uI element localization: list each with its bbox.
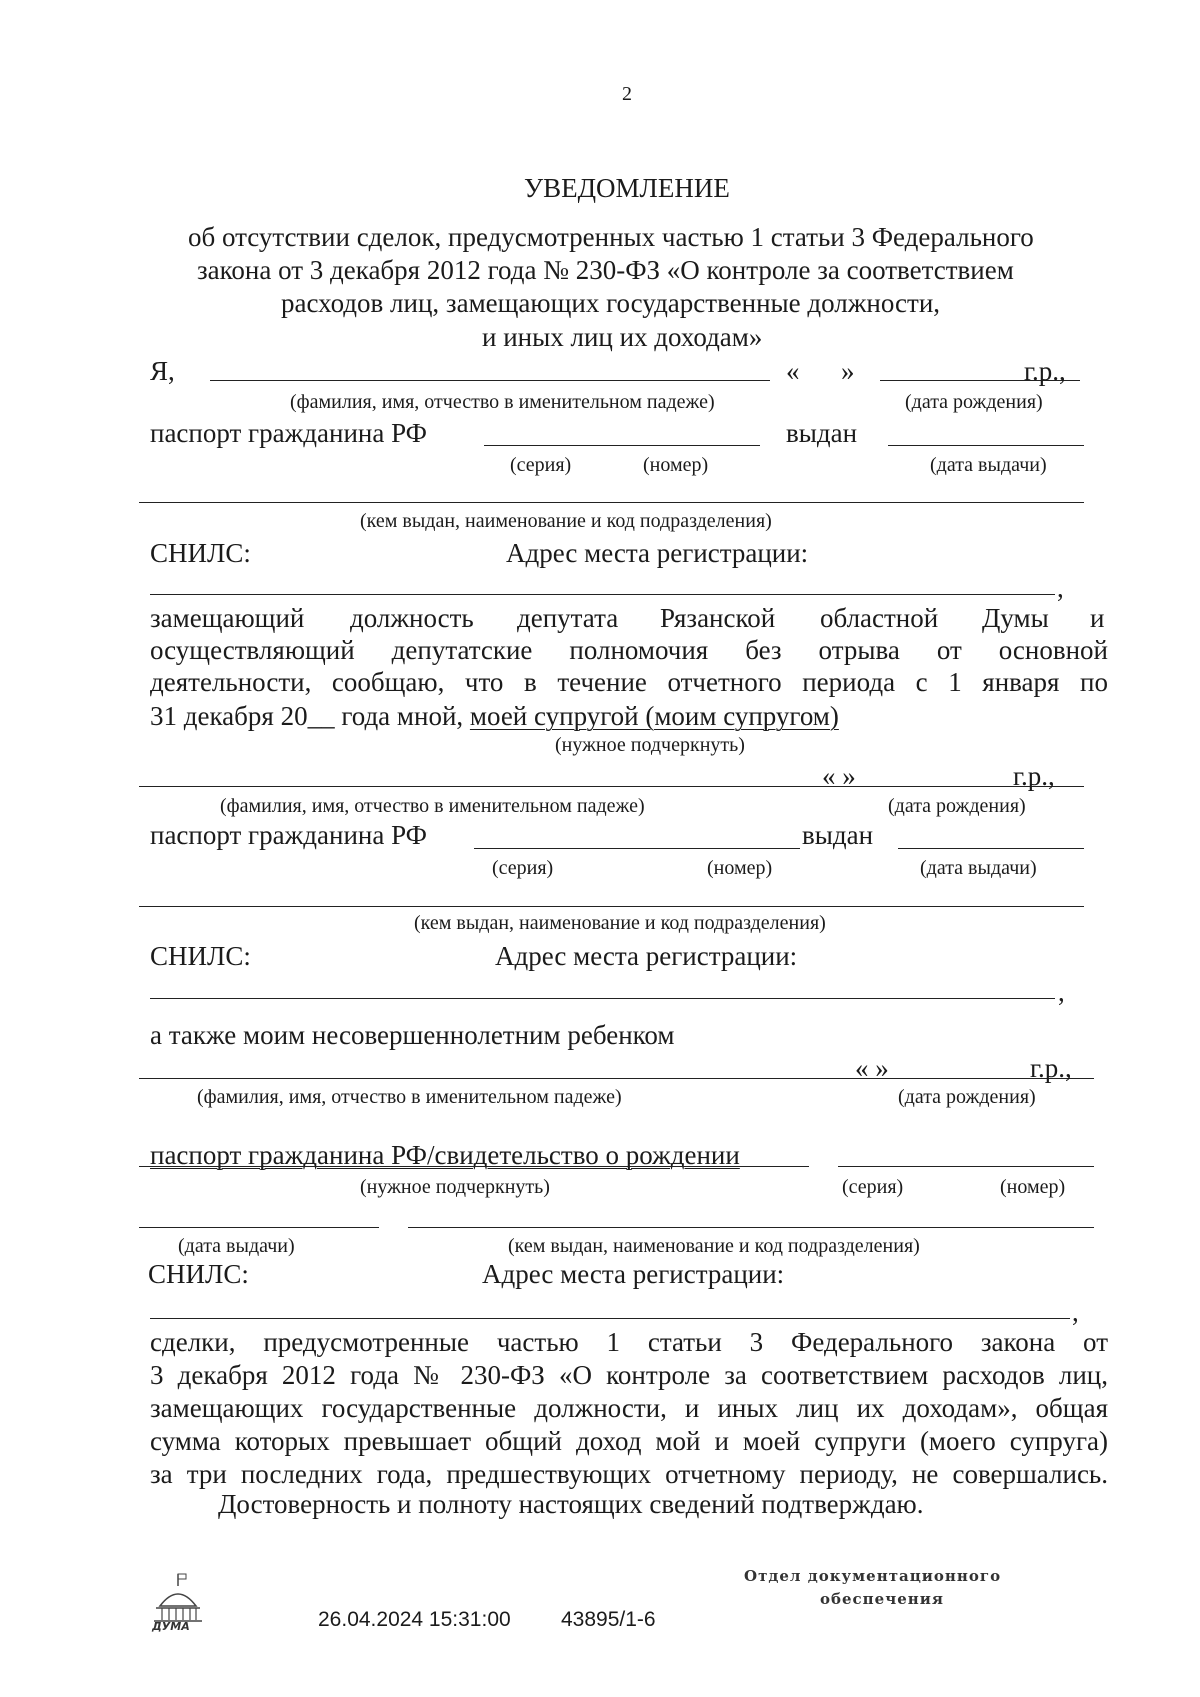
snils-label: СНИЛС:	[150, 538, 251, 568]
issued-by-caption: (кем выдан, наименование и код подразделения)	[360, 510, 772, 532]
issue-date-line	[139, 1227, 379, 1228]
subtitle-line: и иных лиц их доходам»	[482, 322, 763, 352]
gr-label: г.р.,	[1013, 761, 1055, 791]
subtitle-line: об отсутствии сделок, предусмотренных частью 1 статьи 3 Федерального	[188, 222, 1034, 252]
comma: ,	[1058, 977, 1065, 1007]
address-label: Адрес места регистрации:	[506, 538, 809, 568]
comma: ,	[1057, 573, 1064, 603]
body-line: деятельности, сообщаю, что в течение отчетного периода с 1 января по	[150, 667, 1108, 697]
underline-caption: (нужное подчеркнуть)	[555, 734, 745, 756]
confirm-line: Достоверность и полноту настоящих сведений подтверждаю.	[218, 1489, 924, 1519]
fio-caption: (фамилия, имя, отчество в именительном падеже)	[220, 795, 645, 817]
passport-label: паспорт гражданина РФ	[150, 418, 427, 448]
logo-text: ДУМА	[152, 1620, 190, 1633]
body-line: осуществляющий депутатские полномочия без отрыва от основной	[150, 635, 1108, 665]
issue-date-caption: (дата выдачи)	[930, 454, 1047, 476]
series-caption: (серия)	[492, 857, 554, 879]
body-word: Думы	[982, 603, 1049, 633]
spouse-underlined: моей супругой (моим супругом)	[469, 701, 839, 731]
issued-by-line	[408, 1227, 1094, 1228]
fio-line	[139, 786, 1084, 787]
timestamp: 26.04.2024 15:31:00	[318, 1608, 511, 1631]
subtitle-line: закона от 3 декабря 2012 года № 230-ФЗ «О контроле за соответствием	[197, 255, 1014, 285]
gr-label: г.р.,	[1030, 1053, 1072, 1083]
subtitle-line: расходов лиц, замещающих государственные должности,	[281, 288, 941, 318]
reg-number: 43895/1-6	[561, 1608, 656, 1631]
duma-logo-icon	[150, 1572, 206, 1636]
number-caption: (номер)	[643, 454, 709, 476]
quote-open: «	[786, 356, 800, 386]
address-label: Адрес места регистрации:	[495, 941, 798, 971]
address-line	[150, 998, 1055, 999]
body-word: замещающий	[150, 603, 305, 633]
dob-caption: (дата рождения)	[898, 1086, 1036, 1108]
comma: ,	[1072, 1297, 1079, 1327]
body-line: 31 декабря 20__ года мной, моей супругой (моим супругом)	[150, 701, 839, 731]
issue-date-caption: (дата выдачи)	[920, 857, 1037, 879]
body-word: Рязанской	[660, 603, 776, 633]
document-label: паспорт гражданина РФ/свидетельство о рождении	[150, 1140, 740, 1170]
issue-date-caption: (дата выдачи)	[178, 1235, 295, 1257]
issued-label: выдан	[802, 820, 874, 850]
issue-date-line	[898, 848, 1084, 849]
page-number: 2	[622, 83, 632, 105]
passport-line	[484, 445, 760, 446]
series-caption: (серия)	[842, 1176, 904, 1198]
quote-close: »	[841, 356, 855, 386]
document-title: УВЕДОМЛЕНИЕ	[524, 173, 730, 203]
snils-label: СНИЛС:	[150, 941, 251, 971]
passport-label: паспорт гражданина РФ	[150, 820, 427, 850]
gr-label: г.р.,	[1024, 356, 1066, 386]
issued-label: выдан	[786, 418, 858, 448]
child-intro: а также моим несовершеннолетним ребенком	[150, 1020, 675, 1050]
body-word: областной	[820, 603, 939, 633]
dob-caption: (дата рождения)	[905, 391, 1043, 413]
quotes: « »	[822, 761, 856, 791]
quotes: « »	[855, 1053, 889, 1083]
body-word: и	[1090, 603, 1105, 633]
issued-by-line	[139, 502, 1084, 503]
ya-label: Я,	[150, 356, 175, 386]
passport-line	[474, 848, 800, 849]
address-line	[150, 1318, 1070, 1319]
underline-caption: (нужное подчеркнуть)	[360, 1176, 550, 1198]
snils-label: СНИЛС:	[148, 1259, 249, 1289]
stamp-line: обеспечения	[820, 1590, 944, 1608]
address-label: Адрес места регистрации:	[482, 1259, 785, 1289]
closing-line: за три последних года, предшествующих отчетному периоду, не совершались.	[150, 1459, 1108, 1489]
issued-by-caption: (кем выдан, наименование и код подразделения)	[414, 912, 826, 934]
document-line	[139, 1166, 809, 1167]
number-caption: (номер)	[707, 857, 773, 879]
stamp-line: Отдел документационного	[744, 1567, 1002, 1585]
fio-caption: (фамилия, имя, отчество в именительном падеже)	[197, 1086, 622, 1108]
number-caption: (номер)	[1000, 1176, 1066, 1198]
fio-line	[139, 1078, 1094, 1079]
body-word: должность	[350, 603, 474, 633]
issued-by-line	[139, 906, 1084, 907]
issue-date-line	[888, 445, 1084, 446]
closing-line: замещающих государственные должности, и иных лиц их доходам», общая	[150, 1393, 1108, 1423]
series-caption: (серия)	[510, 454, 572, 476]
fio-caption: (фамилия, имя, отчество в именительном падеже)	[290, 391, 715, 413]
body-word: депутата	[517, 603, 619, 633]
closing-line: сделки, предусмотренные частью 1 статьи 3 Федерального закона от	[150, 1327, 1108, 1357]
series-number-line	[838, 1166, 1094, 1167]
dob-caption: (дата рождения)	[888, 795, 1026, 817]
issued-by-caption: (кем выдан, наименование и код подразделения)	[508, 1235, 920, 1257]
closing-line: сумма которых превышает общий доход мой и моей супруги (моего супруга)	[150, 1426, 1108, 1456]
fio-line	[210, 380, 770, 381]
closing-line: 3 декабря 2012 года № 230-ФЗ «О контроле за соответствием расходов лиц,	[150, 1360, 1108, 1390]
address-line	[150, 594, 1055, 595]
